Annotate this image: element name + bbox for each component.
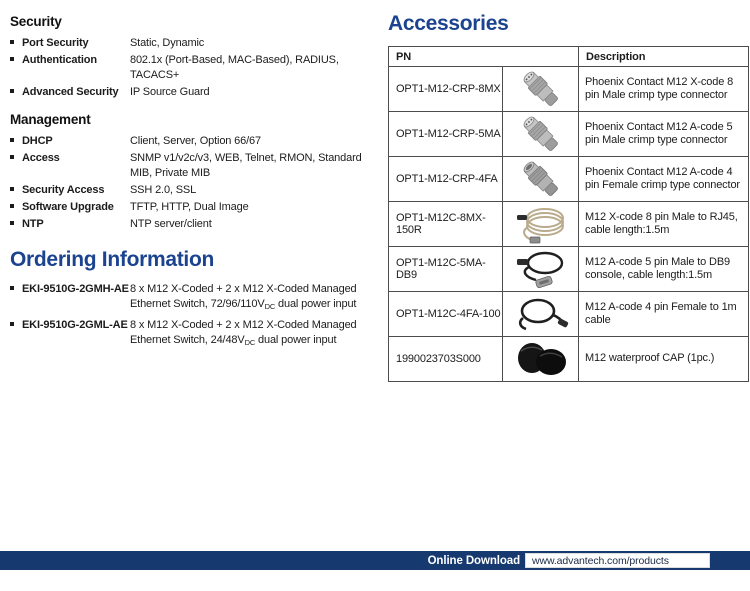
- spec-row: [10, 183, 380, 198]
- accessory-pn: OPT1-M12-CRP-8MX: [389, 67, 503, 112]
- download-url-text[interactable]: www.advantech.com/products: [532, 554, 669, 567]
- spec-label: Access: [22, 152, 60, 164]
- m12-male-connector-icon: [518, 113, 564, 155]
- spec-value: TFTP, HTTP, Dual Image: [130, 200, 249, 213]
- table-row: [389, 112, 749, 157]
- accessory-pn: OPT1-M12C-4FA-100: [389, 292, 503, 337]
- accessory-photo: [503, 292, 579, 337]
- table-row: [389, 67, 749, 112]
- m12-female-connector-icon: [518, 158, 564, 200]
- bullet-icon: [10, 151, 22, 159]
- order-desc-line2-post: dual power input: [255, 333, 337, 346]
- spec-label: Authentication: [22, 54, 97, 66]
- ordering-item: [10, 282, 380, 314]
- coiled-cable-rj45-icon: [512, 203, 570, 245]
- spec-value: Client, Server, Option 66/67: [130, 135, 261, 147]
- accessory-photo: [503, 337, 579, 382]
- accessory-description: M12 A-code 4 pin Female to 1m cable: [579, 292, 749, 337]
- spec-value: Static, Dynamic: [130, 37, 205, 49]
- order-desc-line2: Ethernet Switch, 24/48V: [130, 333, 245, 346]
- spec-row: [10, 217, 380, 232]
- accessory-description: Phoenix Contact M12 A-code 5 pin Male crimp type connector: [579, 112, 749, 157]
- section-title-management: Management: [10, 112, 91, 127]
- bullet-icon: [10, 53, 22, 61]
- accessories-table: [388, 46, 749, 382]
- spec-row: [10, 151, 380, 180]
- column-header-pn: PN: [389, 47, 579, 67]
- accessory-photo: [503, 157, 579, 202]
- bullet-icon: [10, 282, 22, 290]
- section-security: [10, 14, 380, 99]
- spec-label: Port Security: [22, 37, 89, 49]
- accessory-pn: 1990023703S000: [389, 337, 503, 382]
- bullet-icon: [10, 36, 22, 44]
- order-desc-subscript: DC: [264, 301, 276, 311]
- spec-value: NTP server/client: [130, 217, 212, 230]
- order-model: EKI-9510G-2GML-AE: [22, 319, 128, 331]
- order-description: [130, 318, 380, 350]
- order-desc-line2: Ethernet Switch, 72/96/110V: [130, 297, 265, 310]
- spec-value: SNMP v1/v2c/v3, WEB, Telnet, RMON, Standard MIB, Private MIB: [130, 152, 362, 179]
- order-desc-line2-post: dual power input: [275, 297, 357, 310]
- accessory-description: M12 waterproof CAP (1pc.): [579, 337, 749, 382]
- table-row: [389, 157, 749, 202]
- table-row: [389, 247, 749, 292]
- spec-value: 802.1x (Port-Based, MAC-Based), RADIUS, TACACS+: [130, 54, 339, 81]
- bullet-icon: [10, 134, 22, 142]
- accessory-pn: OPT1-M12-CRP-5MA: [389, 112, 503, 157]
- m12-male-connector-icon: [518, 68, 564, 110]
- spec-row: [10, 53, 380, 82]
- accessory-photo: [503, 67, 579, 112]
- online-download-bar: [0, 551, 750, 570]
- order-desc-line1: 8 x M12 X-Coded + 2 x M12 X-Coded Managed: [130, 319, 357, 331]
- ordering-information-title: Ordering Information: [10, 248, 215, 271]
- section-management: [10, 112, 380, 231]
- accessory-description: Phoenix Contact M12 X-code 8 pin Male crimp type connector: [579, 67, 749, 112]
- spec-row: [10, 200, 380, 215]
- spec-label: Security Access: [22, 183, 105, 196]
- specs-column: [10, 14, 380, 354]
- bullet-icon: [10, 200, 22, 208]
- table-row: [389, 292, 749, 337]
- spec-value: SSH 2.0, SSL: [130, 183, 197, 196]
- order-desc-subscript: DC: [244, 337, 256, 347]
- spec-label: DHCP: [22, 135, 53, 147]
- table-row: [389, 202, 749, 247]
- spec-label: NTP: [22, 217, 44, 230]
- accessory-description: M12 A-code 5 pin Male to DB9 console, cable length:1.5m: [579, 247, 749, 292]
- spec-label: Software Upgrade: [22, 200, 114, 213]
- column-header-description: Description: [579, 47, 749, 67]
- section-title-security: Security: [10, 14, 62, 29]
- order-desc-line1: 8 x M12 X-Coded + 2 x M12 X-Coded Managed: [130, 283, 357, 295]
- accessories-header-row: [389, 47, 749, 67]
- accessory-pn: OPT1-M12C-5MA-DB9: [389, 247, 503, 292]
- coiled-cable-db9-icon: [512, 248, 570, 290]
- accessory-pn: OPT1-M12C-8MX-150R: [389, 202, 503, 247]
- table-row: [389, 337, 749, 382]
- ordering-item: [10, 318, 380, 350]
- spec-label: Advanced Security: [22, 85, 119, 98]
- accessory-pn: OPT1-M12-CRP-4FA: [389, 157, 503, 202]
- spec-value: IP Source Guard: [130, 85, 210, 98]
- spec-row: [10, 36, 380, 51]
- bullet-icon: [10, 217, 22, 225]
- spec-row: [10, 85, 380, 100]
- looped-cable-icon: [512, 294, 570, 334]
- download-url-box[interactable]: [525, 553, 710, 568]
- accessories-title: Accessories: [388, 12, 509, 35]
- order-model: EKI-9510G-2GMH-AE: [22, 283, 129, 295]
- accessory-description: M12 X-code 8 pin Male to RJ45, cable length:1.5m: [579, 202, 749, 247]
- accessory-photo: [503, 112, 579, 157]
- spec-row: [10, 134, 380, 149]
- accessory-description: Phoenix Contact M12 A-code 4 pin Female crimp type connector: [579, 157, 749, 202]
- bullet-icon: [10, 183, 22, 191]
- bullet-icon: [10, 85, 22, 93]
- accessory-photo: [503, 247, 579, 292]
- accessories-column: [388, 12, 748, 382]
- order-description: [130, 282, 380, 314]
- bullet-icon: [10, 318, 22, 326]
- accessory-photo: [503, 202, 579, 247]
- waterproof-caps-icon: [513, 338, 569, 380]
- online-download-label: Online Download: [427, 554, 520, 567]
